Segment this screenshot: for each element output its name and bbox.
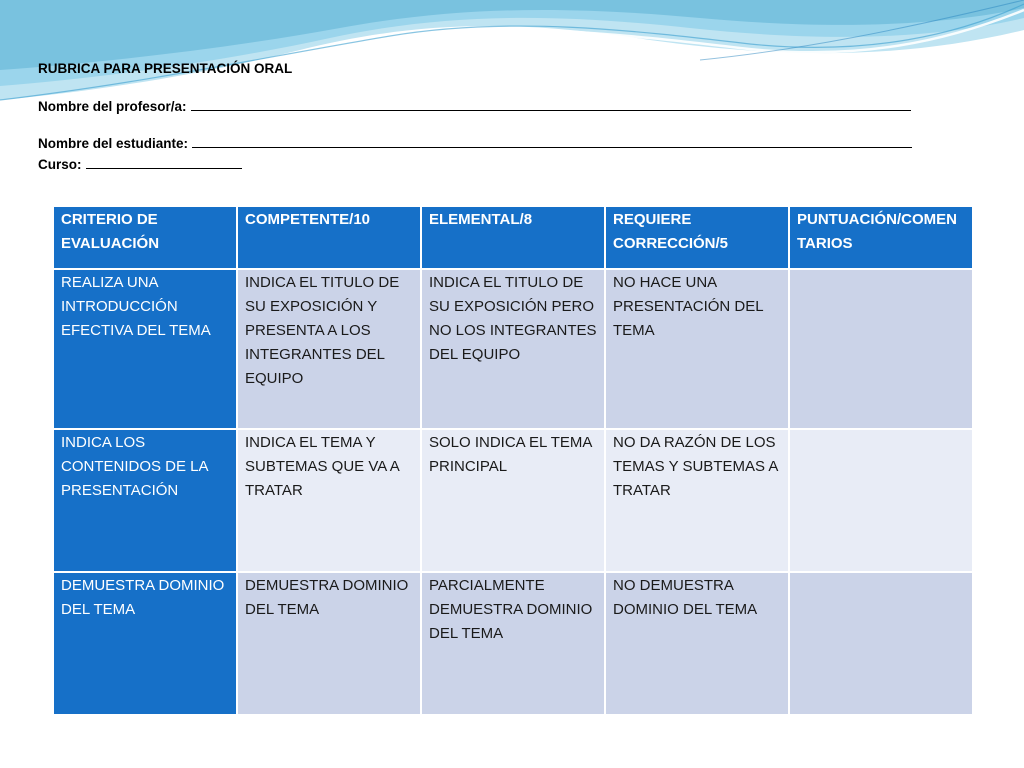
header-requiere: REQUIERE CORRECCIÓN/5 <box>605 206 789 269</box>
table-row <box>53 269 973 429</box>
header-puntuacion: PUNTUACIÓN/COMENTARIOS <box>789 206 973 269</box>
course-label: Curso: <box>38 157 82 172</box>
rubric-table <box>52 205 974 716</box>
student-name-field[interactable] <box>192 134 912 148</box>
teacher-name-field[interactable] <box>191 97 911 111</box>
puntuacion-cell[interactable] <box>789 429 973 572</box>
competente-cell: INDICA EL TEMA Y SUBTEMAS QUE VA A TRATAR <box>237 429 421 572</box>
student-label: Nombre del estudiante: <box>38 136 189 151</box>
criterion-cell: INDICA LOS CONTENIDOS DE LA PRESENTACIÓN <box>53 429 237 572</box>
criterion-cell: REALIZA UNA INTRODUCCIÓN EFECTIVA DEL TEMA <box>53 269 237 429</box>
puntuacion-cell[interactable] <box>789 572 973 715</box>
student-name-line <box>38 134 912 151</box>
course-line <box>38 155 242 172</box>
elemental-cell: SOLO INDICA EL TEMA PRINCIPAL <box>421 429 605 572</box>
header-elemental: ELEMENTAL/8 <box>421 206 605 269</box>
elemental-cell: PARCIALMENTE DEMUESTRA DOMINIO DEL TEMA <box>421 572 605 715</box>
requiere-cell: NO DEMUESTRA DOMINIO DEL TEMA <box>605 572 789 715</box>
competente-cell: INDICA EL TITULO DE SU EXPOSICIÓN Y PRESENTA A LOS INTEGRANTES DEL EQUIPO <box>237 269 421 429</box>
criterion-cell: DEMUESTRA DOMINIO DEL TEMA <box>53 572 237 715</box>
rubric-header-row <box>53 206 973 269</box>
elemental-cell: INDICA EL TITULO DE SU EXPOSICIÓN PERO NO LOS INTEGRANTES DEL EQUIPO <box>421 269 605 429</box>
requiere-cell: NO DA RAZÓN DE LOS TEMAS Y SUBTEMAS A TRATAR <box>605 429 789 572</box>
table-row <box>53 572 973 715</box>
table-row <box>53 429 973 572</box>
puntuacion-cell[interactable] <box>789 269 973 429</box>
teacher-name-line <box>38 97 911 114</box>
teacher-label: Nombre del profesor/a: <box>38 99 187 114</box>
header-criterio: CRITERIO DE EVALUACIÓN <box>53 206 237 269</box>
course-field[interactable] <box>86 155 242 169</box>
document-title: RUBRICA PARA PRESENTACIÓN ORAL <box>38 61 293 76</box>
requiere-cell: NO HACE UNA PRESENTACIÓN DEL TEMA <box>605 269 789 429</box>
header-competente: COMPETENTE/10 <box>237 206 421 269</box>
competente-cell: DEMUESTRA DOMINIO DEL TEMA <box>237 572 421 715</box>
